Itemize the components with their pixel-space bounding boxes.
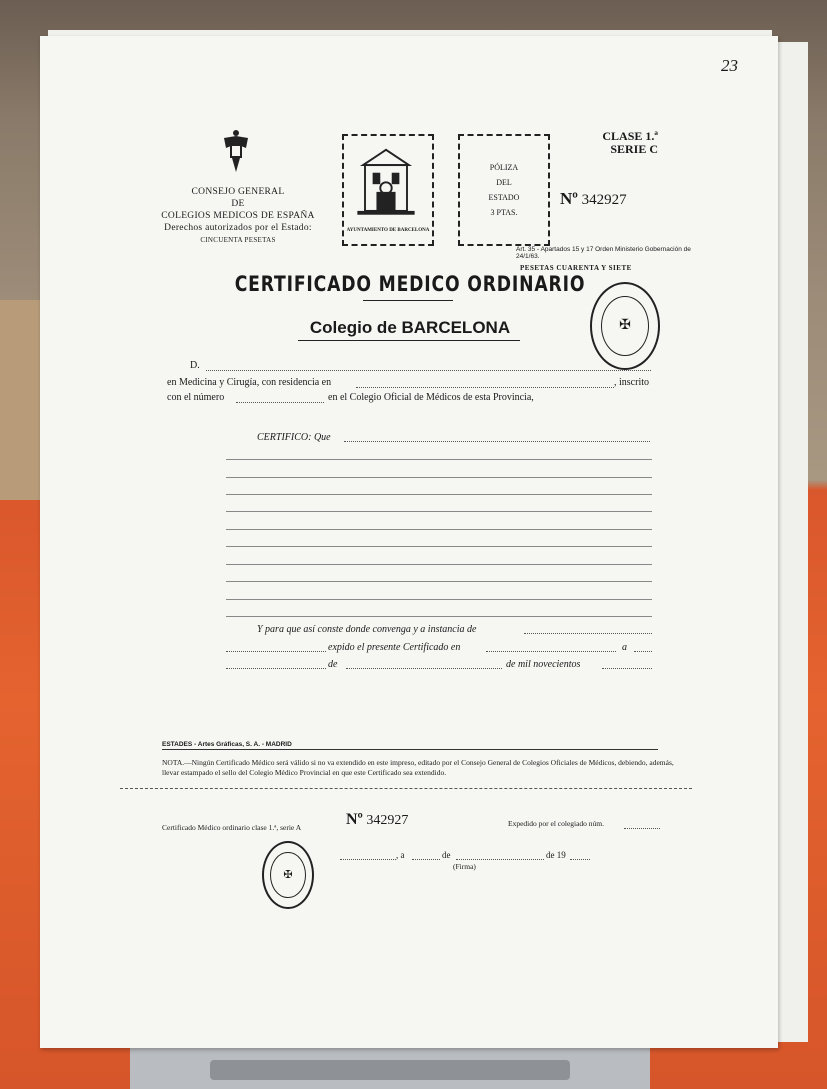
stub-place-field[interactable]	[340, 859, 396, 860]
validity-note: NOTA.—Ningún Certificado Médico será válido si no va extendido en este impreso, editado por el Consejo General de Colegios Oficiales de Médicos, debiendo, además, llevar estampado el sello del Colegio Médico Provincial en que este Certificado sea extendido.	[162, 758, 674, 777]
document-title: CERTIFICADO MEDICO ORDINARIO	[234, 272, 586, 296]
residence-field[interactable]	[356, 387, 614, 388]
stub-a-label: , a	[396, 850, 405, 860]
pesetas-total: PESETAS CUARENTA Y SIETE	[520, 264, 632, 272]
day-number-field[interactable]	[226, 668, 326, 669]
page-number: 23	[721, 56, 738, 75]
serial-value: 342927	[581, 192, 627, 208]
college-name: Colegio de BARCELONA	[309, 318, 511, 337]
stub-serial	[346, 811, 408, 829]
de-label: de	[328, 659, 338, 670]
certificate-line[interactable]	[226, 529, 652, 530]
certificate-page	[40, 36, 778, 1048]
council-fee: CINCUENTA PESETAS	[200, 236, 276, 244]
document-stand-bar	[210, 1060, 570, 1080]
certificate-line[interactable]	[226, 459, 652, 460]
expedido-label: Expedido por el colegiado núm.	[508, 819, 605, 828]
stub-year-label: de 19	[546, 850, 566, 860]
tear-off-line	[120, 788, 692, 789]
stub-college-seal	[262, 841, 314, 909]
stub-number-prefix: Nº	[346, 811, 363, 828]
stub-day-field[interactable]	[412, 859, 440, 860]
poliza-line: 3 PTAS.	[490, 208, 518, 217]
instancia-field[interactable]	[524, 633, 652, 634]
month-field[interactable]	[346, 668, 502, 669]
eagle-emblem-icon	[220, 128, 252, 176]
day-field[interactable]	[634, 651, 652, 652]
wooden-shelf	[0, 300, 40, 500]
stub-de-label: de	[442, 850, 451, 860]
certificate-line[interactable]	[226, 477, 652, 478]
council-line: DE	[231, 199, 245, 209]
place-field[interactable]	[486, 651, 616, 652]
certificate-line[interactable]	[226, 564, 652, 565]
de-mil-label: de mil novecientos	[506, 659, 581, 670]
eagle-seal-icon: ✠	[270, 852, 306, 899]
conste-label: Y para que así conste donde convenga y a instancia de	[257, 624, 477, 635]
year-field[interactable]	[602, 668, 652, 669]
poliza-line: DEL	[496, 178, 512, 187]
clase-serie	[588, 130, 658, 156]
printer-credit: ESTADES - Artes Gráficas, S. A. - MADRID	[162, 741, 292, 748]
expido-label: expido el presente Certificado en	[328, 642, 461, 653]
certificate-line[interactable]	[226, 511, 652, 512]
council-line: COLEGIOS MEDICOS DE ESPAÑA	[161, 211, 315, 221]
serial-number	[560, 189, 627, 209]
certificate-line[interactable]	[226, 581, 652, 582]
stub-serial-value: 342927	[366, 813, 409, 828]
certificate-line[interactable]	[226, 546, 652, 547]
number-prefix: Nº	[560, 189, 578, 208]
stub-label: Certificado Médico ordinario clase 1.ª, serie A	[162, 823, 302, 832]
article-note: Art. 35 - Apartados 15 y 17 Orden Ministerio Gobernación de 24/1/63.	[516, 246, 691, 260]
certifico-label: CERTIFICO: Que	[257, 432, 331, 443]
certificate-line[interactable]	[226, 494, 652, 495]
clase-line: CLASE 1.ª	[602, 129, 658, 143]
council-line: Derechos autorizados por el Estado:	[164, 223, 312, 233]
serie-line: SERIE C	[610, 142, 658, 156]
doctor-name-field[interactable]	[206, 370, 651, 371]
issuing-council	[158, 186, 318, 246]
eagle-seal-icon: ✠	[601, 296, 649, 357]
poliza-line: ESTADO	[488, 193, 520, 202]
doctor-label: D.	[190, 360, 200, 371]
title-underline	[363, 300, 453, 301]
college-number-field[interactable]	[236, 402, 324, 403]
expido-field[interactable]	[226, 651, 326, 652]
a-label: a	[622, 642, 627, 653]
signature-label: (Firma)	[453, 862, 476, 871]
expedido-field[interactable]	[624, 828, 660, 829]
stub-year-field[interactable]	[570, 859, 590, 860]
stamp-caption: AYUNTAMIENTO DE BARCELONA	[346, 228, 430, 233]
certifico-field[interactable]	[344, 441, 650, 442]
college-underline	[298, 340, 520, 341]
college-seal	[590, 282, 660, 370]
footer-rule	[162, 749, 658, 750]
council-line: CONSEJO GENERAL	[191, 187, 285, 197]
certificate-line[interactable]	[226, 599, 652, 600]
building-stamp-icon	[344, 136, 428, 240]
residence-label: en Medicina y Cirugía, con residencia en	[167, 377, 332, 388]
college-label: en el Colegio Oficial de Médicos de esta Provincia,	[328, 392, 534, 403]
municipal-stamp	[342, 134, 434, 246]
poliza-stamp	[458, 134, 550, 246]
number-label: con el número	[167, 392, 225, 403]
poliza-line: PÓLIZA	[489, 163, 519, 172]
inscrito-label: , inscrito	[614, 377, 649, 388]
certificate-line[interactable]	[226, 616, 652, 617]
stub-month-field[interactable]	[456, 859, 544, 860]
